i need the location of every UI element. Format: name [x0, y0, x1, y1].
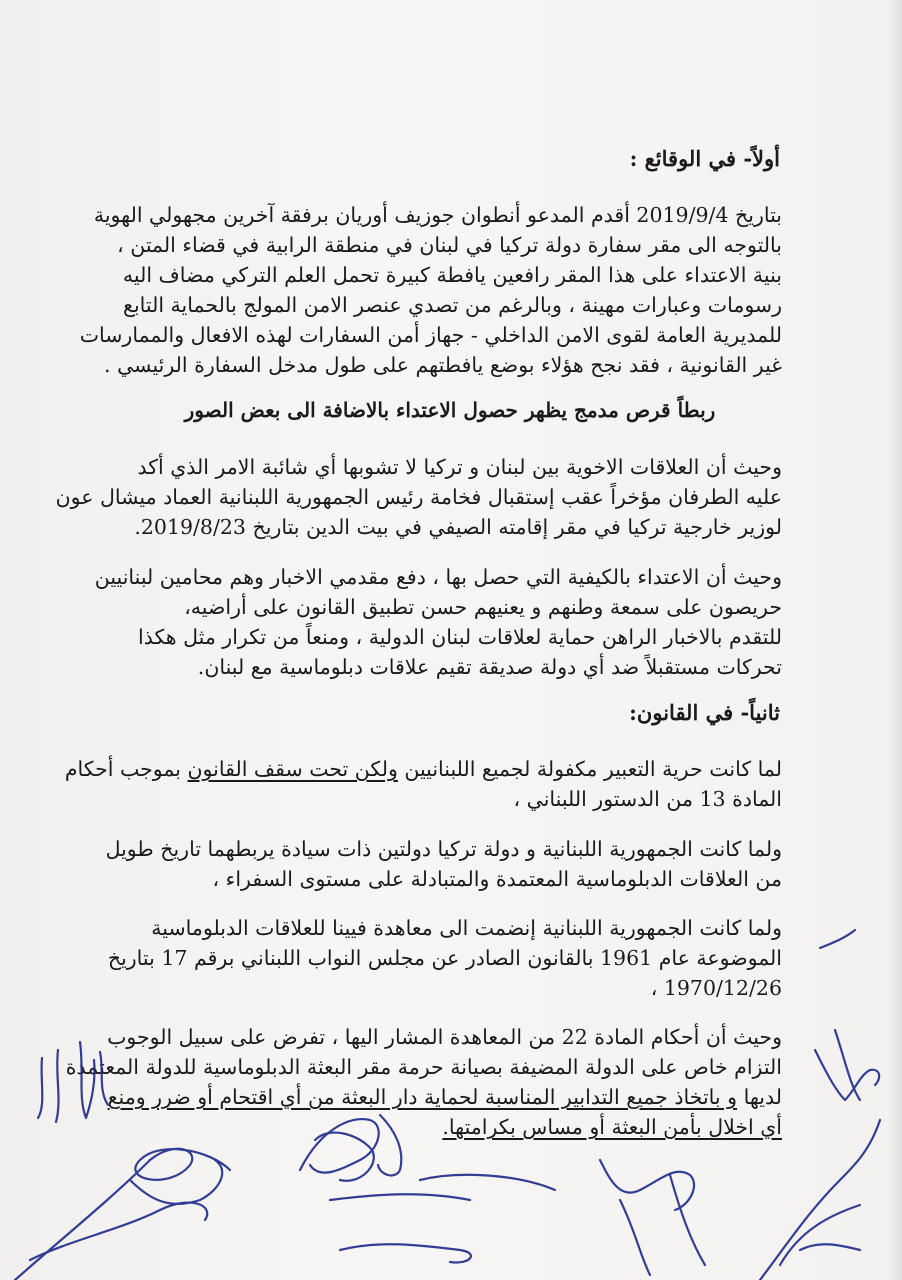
text-line: 1970/12/26 ، — [650, 976, 782, 1000]
text-line: بتاريخ 2019/9/4 أقدم المدعو أنطوان جوزيف أوريان برفقة آخرين مجهولي الهوية — [93, 203, 782, 227]
text-run: بموجب أحكام — [64, 757, 188, 781]
text-line: التزام خاص على الدولة المضيفة بصيانة حرمة مقر البعثة الدبلوماسية للدولة المعتمدة — [65, 1055, 782, 1079]
text-line: رسومات وعبارات مهينة ، وبالرغم من تصدي عنصر الامن المولج بالحماية التابع — [123, 293, 782, 317]
signature-stroke — [815, 1050, 879, 1100]
text-line: وحيث أن الاعتداء بالكيفية التي حصل بها ، دفع مقدمي الاخبار وهم محامين لبنانيين — [94, 565, 782, 589]
text-line: من العلاقات الدبلوماسية المعتمدة والمتبادلة على مستوى السفراء ، — [212, 867, 782, 891]
signature-stroke — [835, 1030, 860, 1100]
signature-stroke — [38, 1058, 42, 1118]
underlined-phrase: ولكن تحت سقف القانون — [187, 757, 398, 781]
text-line: عليه الطرفان مؤخراً عقب إستقبال فخامة رئيس الجمهورية اللبنانية العماد ميشال عون — [55, 485, 782, 509]
signature-stroke — [56, 1050, 59, 1122]
signature-stroke — [15, 1149, 230, 1280]
signature-stroke — [600, 1160, 694, 1210]
underlined-phrase: و باتخاذ جميع التدابير المناسبة لحماية دار البعثة من أي اقتحام أو ضرر ومنع — [107, 1085, 738, 1109]
text-line: للمديرية العامة لقوى الامن الداخلي - جهاز أمن السفارات لهذه الافعال والممارسات — [79, 323, 782, 347]
signature-stroke — [100, 1052, 108, 1105]
section-heading-facts: أولاً- في الوقائع : — [629, 146, 780, 171]
signature-stroke — [80, 1042, 95, 1118]
attachment-note: ربطاً قرص مدمج يظهر حصول الاعتداء بالاضافة الى بعض الصور — [184, 398, 716, 422]
text-line: ولما كانت الجمهورية اللبنانية و دولة تركيا دولتين ذات سيادة يربطهما تاريخ طويل — [105, 837, 782, 861]
text-line: وحيث أن العلاقات الاخوية بين لبنان و تركيا لا تشوبها أي شائبة الامر الذي أكد — [137, 455, 782, 479]
signature-stroke — [620, 1200, 650, 1275]
text-line: الموضوعة عام 1961 بالقانون الصادر عن مجلس النواب اللبناني برقم 17 بتاريخ — [107, 946, 782, 970]
text-line: حريصون على سمعة وطنهم و يعنيهم حسن تطبيق القانون على أراضيه، — [184, 595, 782, 619]
text-line: بالتوجه الى مقر سفارة دولة تركيا في لبنان في منطقة الرابية في قضاء المتن ، — [117, 233, 782, 257]
text-run: لديها — [737, 1085, 782, 1109]
signature-stroke — [340, 1244, 471, 1262]
text-line: للتقدم بالاخبار الراهن حماية لعلاقات لبنان الدولية ، ومنعاً من تكرار مثل هكذا — [138, 625, 782, 649]
text-line: لوزير خارجية تركيا في مقر إقامته الصيفي في بيت الدين بتاريخ 2019/8/23. — [134, 515, 782, 539]
section-heading-law: ثانياً- في القانون: — [629, 700, 780, 725]
signature-stroke — [780, 1205, 860, 1265]
text-line: المادة 13 من الدستور اللبناني ، — [513, 787, 782, 811]
signature-stroke — [800, 1244, 860, 1250]
signature-stroke — [330, 1194, 470, 1200]
text-line: وحيث أن أحكام المادة 22 من المعاهدة المشار اليها ، تفرض على سبيل الوجوب — [107, 1025, 782, 1049]
signature-stroke — [760, 1120, 880, 1280]
signature-stroke — [820, 930, 855, 948]
signature-stroke — [378, 1115, 401, 1175]
text-line: تحركات مستقبلاً ضد أي دولة صديقة تقيم علاقات دبلوماسية مع لبنان. — [197, 655, 782, 679]
text-line: غير القانونية ، فقد نجح هؤلاء بوضع يافطتهم على طول مدخل السفارة الرئيسي . — [104, 353, 782, 377]
text-line: ولما كانت الجمهورية اللبنانية إنضمت الى معاهدة فيينا للعلاقات الدبلوماسية — [151, 916, 782, 940]
signature-stroke — [670, 1175, 705, 1265]
text-run: لما كانت حرية التعبير مكفولة لجميع اللبنانيين — [397, 757, 782, 781]
signature-stroke — [420, 1175, 555, 1190]
text-line: بنية الاعتداء على هذا المقر رافعين يافطة كبيرة تحمل العلم التركي مضاف اليه — [122, 263, 782, 287]
underlined-phrase: أي اخلال بأمن البعثة أو مساس بكرامتها. — [442, 1115, 782, 1139]
signature-stroke — [30, 1203, 207, 1260]
